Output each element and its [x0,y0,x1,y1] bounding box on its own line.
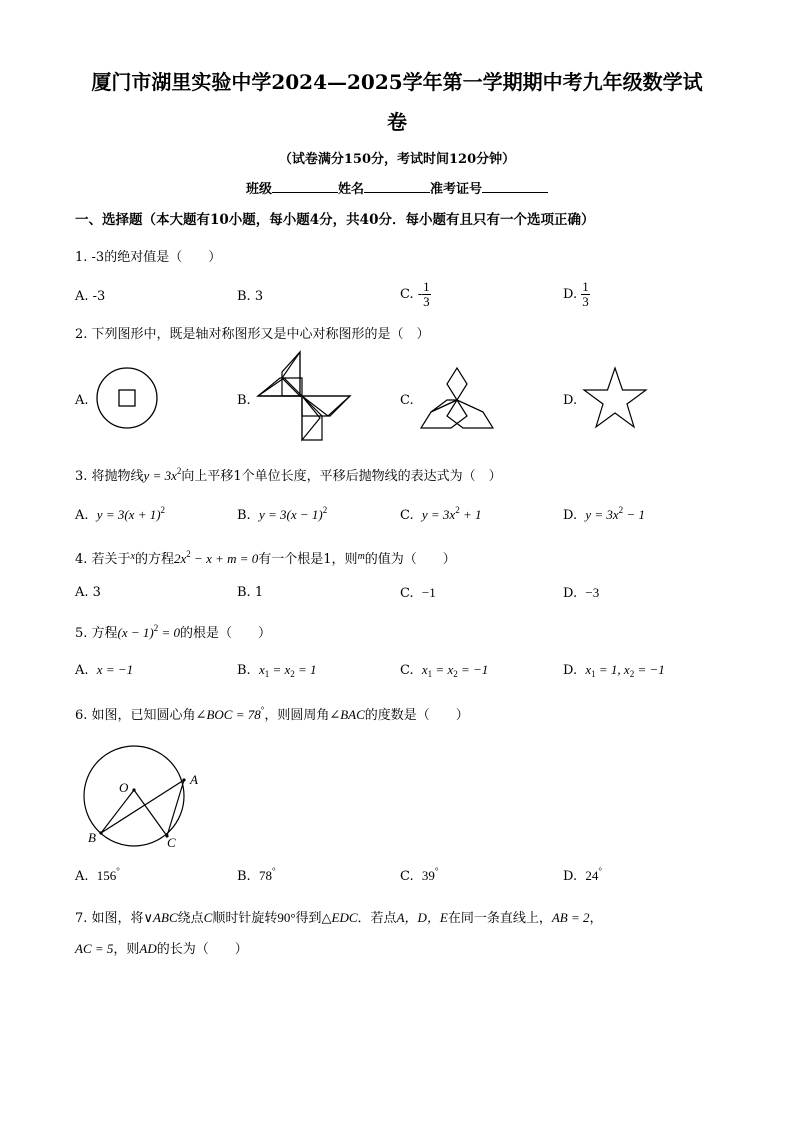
q4-option-d: D. −3 [563,585,600,601]
q1-d-fraction: $\frac{1}{3}$ [582,279,589,309]
q1-option-a: A. -3 [75,289,106,304]
q6-option-c: C. 39° [400,866,439,884]
point-label-o: O [119,780,129,795]
exam-title-line2: 卷 [387,110,407,134]
q6-stem: 6. 如图，已知圆心角∠BOC = 78°，则圆周角∠BAC的度数是（ ） [75,705,469,723]
circle-angle-diagram [80,744,210,854]
q3-option-b: B. $y = 3(x - 1)^2$ [237,505,328,523]
q2-option-c-label: C. [400,393,414,408]
q3-option-c: C. $y = 3x^2 + 1$ [400,505,482,523]
point-label-c: C [167,835,176,850]
student-info-line [0,178,794,197]
q5-option-d: D. $x_1 = 1$, $x_2 = -1$ [563,662,665,679]
q1-stem: 1. -3的绝对值是（ ） [75,250,222,265]
q2-option-a-label: A. [75,393,89,408]
class-blank[interactable] [272,180,338,193]
q5-equation: $(x - 1)^2 = 0$ [117,623,181,640]
point-label-b: B [88,830,96,845]
three-rhombus-figure [420,366,494,430]
exam-subtitle: （试卷满分150分，考试时间120分钟） [278,152,516,167]
name-label: 姓名 [337,182,364,197]
q7-line2: AC = 5，则AD的长为（ ） [75,941,248,957]
q6-option-b: B. 78° [237,866,276,884]
q3-stem: 3. 将抛物线$y = 3x^2$向上平移1个单位长度，平移后抛物线的表达式为（ ） [75,466,502,484]
exam-title-line1: 厦门市湖里实验中学2024—2025学年第一学期期中考九年级数学试 [91,70,703,94]
coin-figure [95,366,161,432]
q6-option-a: A. 156° [75,866,120,884]
q5-option-b: B. $x_1 = x_2 = 1$ [237,662,317,679]
q1-c-prefix: C. - [400,287,423,302]
q4-option-b: B. 1 [237,585,264,600]
star-figure [582,366,648,430]
q6-option-d: D. 24° [563,866,602,884]
q2-option-d-label: D. [563,393,578,408]
pinwheel-figure [258,352,354,444]
class-label: 班级 [245,182,272,197]
q3-option-d: D. $y = 3x^2 - 1$ [563,505,645,523]
q1-c-fraction: $\frac{1}{3}$ [423,279,430,309]
q1-option-d [563,280,590,309]
point-label-a: A [190,772,198,787]
q3-stem-equation: $y = 3x^2$ [143,466,182,483]
q1-option-c [400,280,431,309]
q4-stem: 4. 若关于$^x$的方程$2x^2 - x + m = 0$有一个根是1，则$^m$的值为（ ） [75,549,456,567]
q5-stem: 5. 方程$(x - 1)^2 = 0$的根是（ ） [75,623,272,641]
q1-d-prefix: D. [563,287,578,302]
q5-option-a: A. x = −1 [75,662,134,678]
q3-option-a: A. $y = 3(x + 1)^2$ [75,505,166,523]
section-1-heading: 一、选择题（本大题有10小题，每小题4分，共40分．每小题有且只有一个选项正确） [75,212,595,228]
q4-option-a: A. 3 [75,585,101,600]
q4-option-c: C. −1 [400,585,436,601]
id-label: 准考证号 [430,182,483,197]
q2-option-b-label: B. [237,393,251,408]
name-blank[interactable] [364,180,430,193]
q5-option-c: C. $x_1 = x_2 = -1$ [400,662,489,679]
id-blank[interactable] [482,180,548,193]
q1-option-b: B. 3 [237,289,264,304]
q2-stem: 2. 下列图形中，既是轴对称图形又是中心对称图形的是（ ） [75,327,430,342]
q7-line1: 7. 如图，将∨ABC绕点C顺时针旋转90°得到△EDC．若点A，D，E在同一条直线上，AB = 2， [75,910,603,926]
q4-equation: $2x^2 - x + m = 0$ [174,549,259,566]
